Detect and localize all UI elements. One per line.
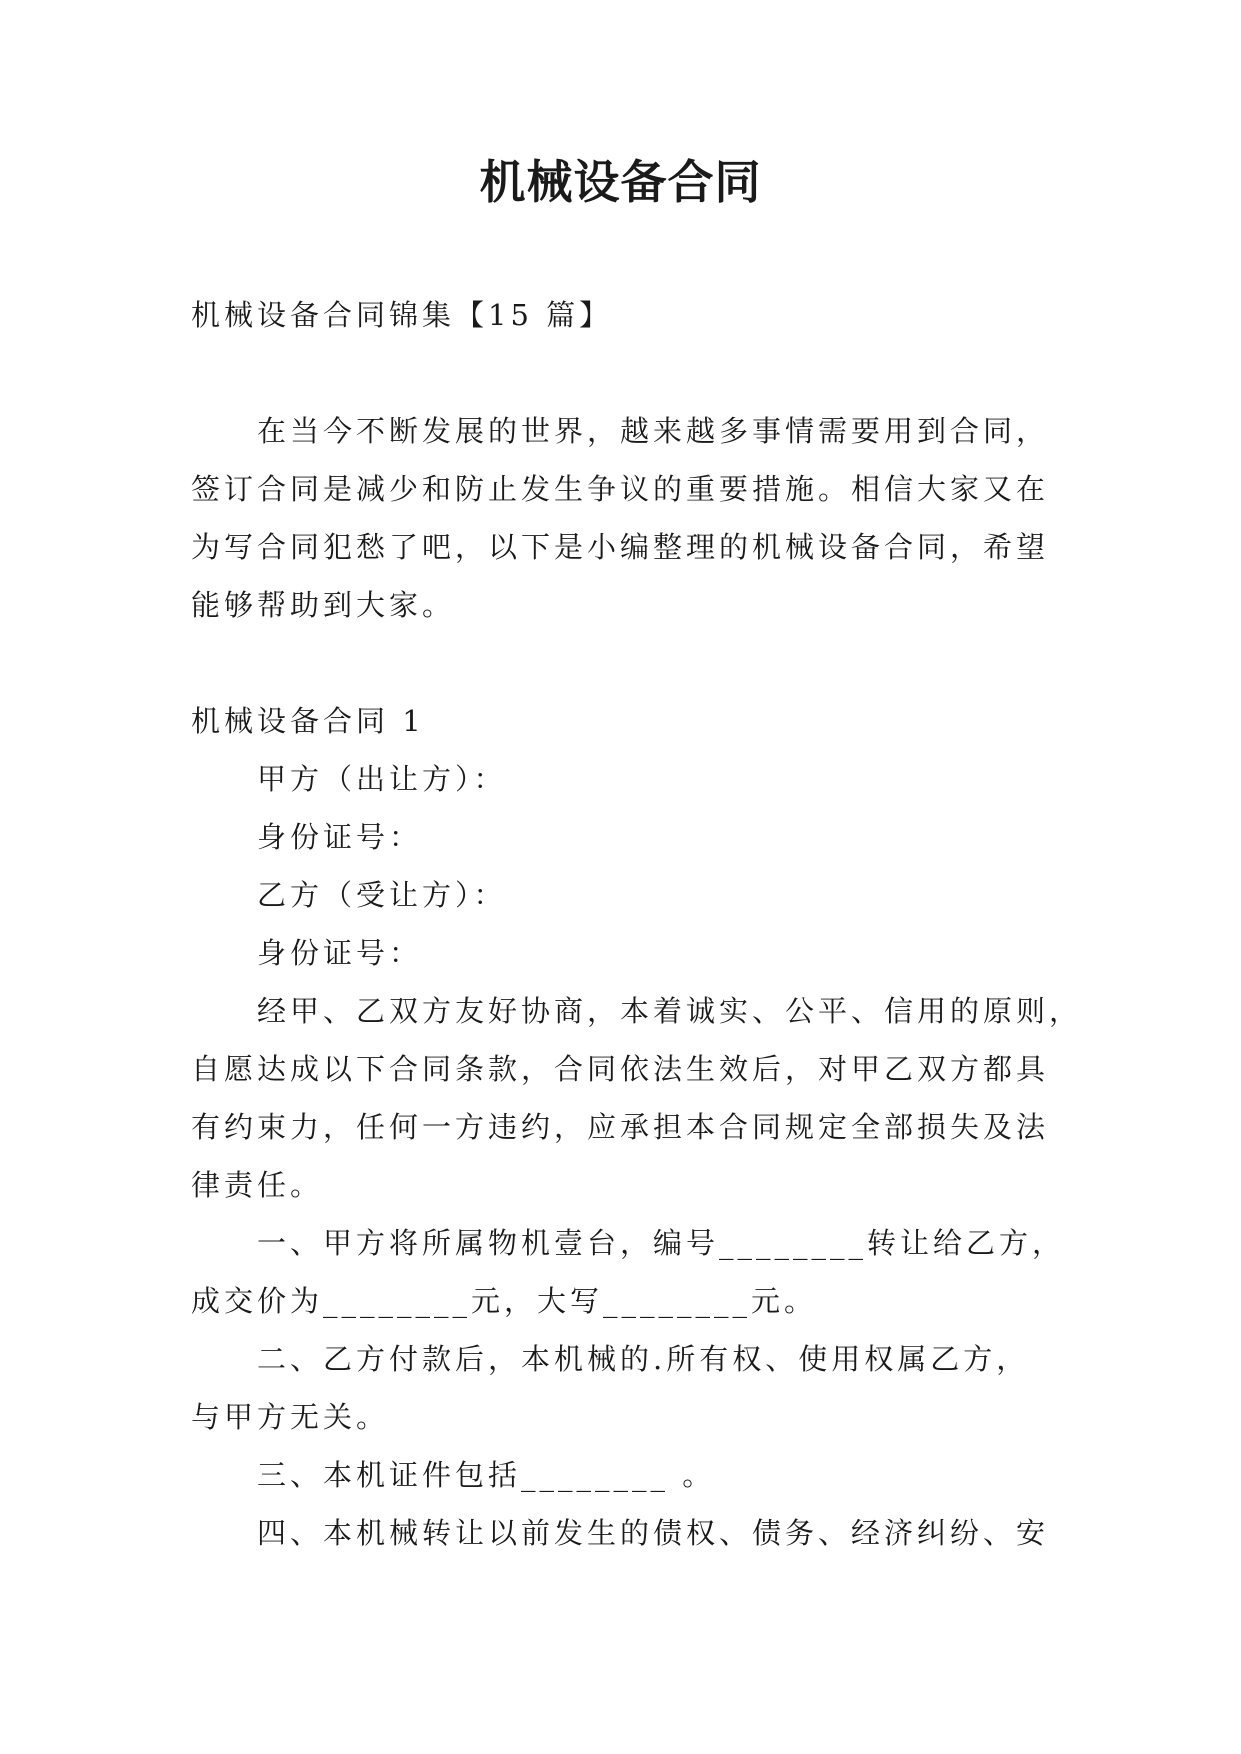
section-heading: 机械设备合同 1 <box>191 704 425 738</box>
intro-line: 签订合同是减少和防止发生争议的重要措施。相信大家又在 <box>191 472 1050 506</box>
document-body <box>191 286 1083 1562</box>
party-b-id-label: 身份证号： <box>257 936 423 970</box>
agreement-paragraph <box>191 982 1083 1214</box>
clause-line: 二、乙方付款后，本机械的.所有权、使用权属乙方， <box>257 1342 1030 1376</box>
intro-line: 能够帮助到大家。 <box>191 588 456 622</box>
party-a-id-label: 身份证号： <box>257 820 423 854</box>
intro-line: 在当今不断发展的世界，越来越多事情需要用到合同， <box>257 414 1050 448</box>
document-subtitle: 机械设备合同锦集【15 篇】 <box>191 298 613 332</box>
intro-paragraph <box>191 402 1063 634</box>
spacer <box>191 344 1063 402</box>
clause-line: 与甲方无关。 <box>191 1400 390 1434</box>
clause-3: 三、本机证件包括________ 。 <box>257 1458 716 1492</box>
clause-4: 四、本机械转让以前发生的债权、债务、经济纠纷、安 <box>257 1516 1050 1550</box>
agreement-line: 有约束力，任何一方违约，应承担本合同规定全部损失及法 <box>191 1110 1050 1144</box>
agreement-line: 律责任。 <box>191 1168 324 1202</box>
clause-1 <box>191 1214 1066 1330</box>
clause-line: 成交价为________元，大写________元。 <box>191 1284 818 1318</box>
spacer <box>191 634 1063 692</box>
document-title: 机械设备合同 <box>479 155 762 209</box>
agreement-line: 自愿达成以下合同条款，合同依法生效后，对甲乙双方都具 <box>191 1052 1050 1086</box>
clause-2 <box>191 1330 1063 1446</box>
clause-line: 一、甲方将所属物机壹台，编号________转让给乙方， <box>257 1226 1066 1260</box>
agreement-line: 经甲、乙双方友好协商，本着诚实、公平、信用的原则， <box>257 994 1083 1028</box>
party-b-label: 乙方（受让方）： <box>257 878 507 912</box>
intro-line: 为写合同犯愁了吧，以下是小编整理的机械设备合同，希望 <box>191 530 1050 564</box>
party-a-label: 甲方（出让方）： <box>257 762 507 796</box>
